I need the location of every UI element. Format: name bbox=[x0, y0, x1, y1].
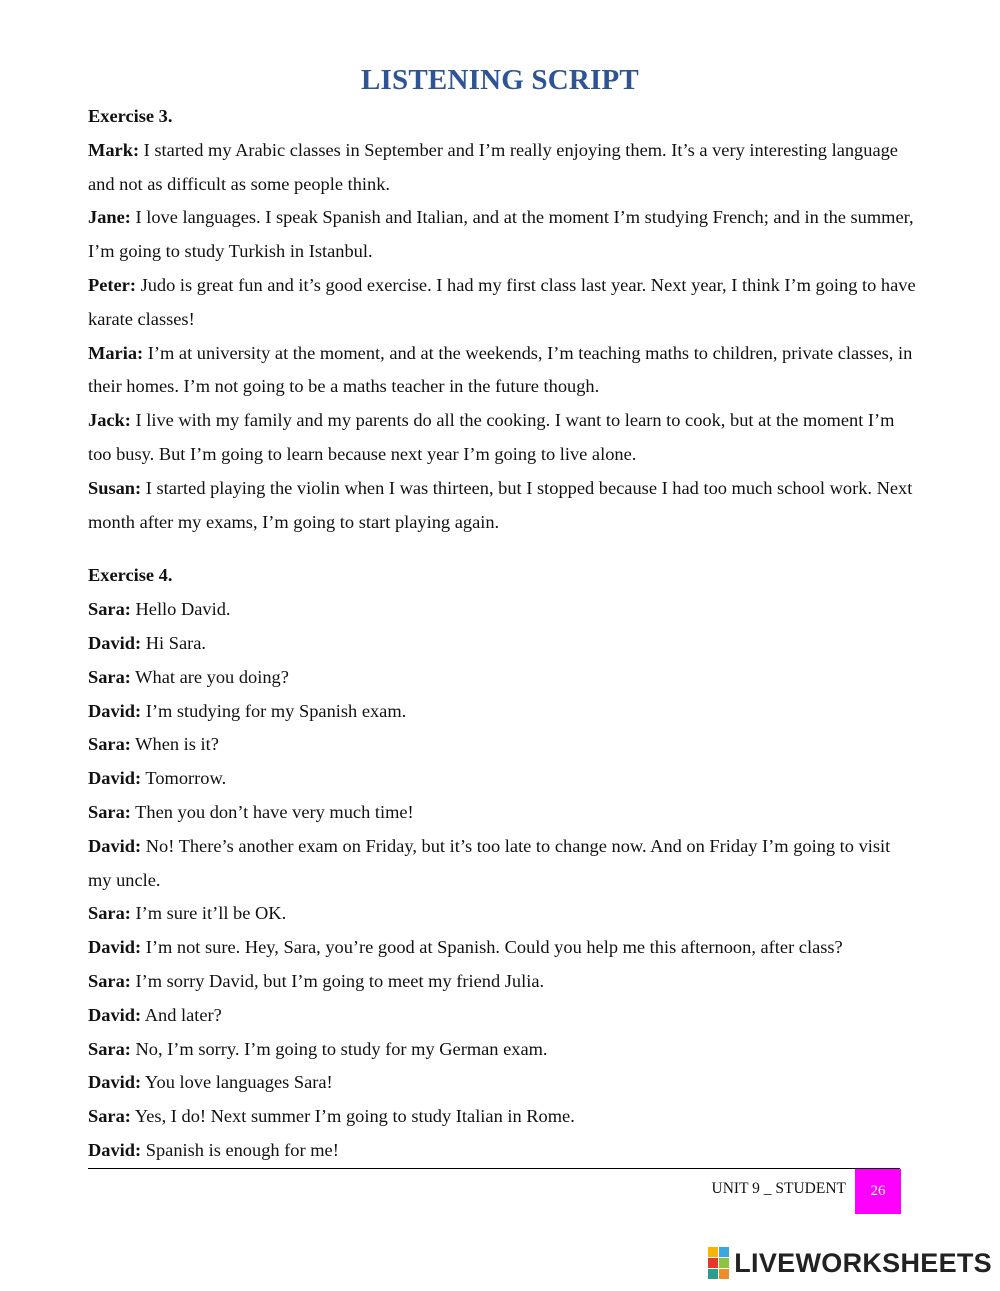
liveworksheets-brand bbox=[708, 1247, 992, 1279]
speaker-name: David: bbox=[88, 632, 142, 653]
speaker-name: David: bbox=[88, 1072, 142, 1093]
speaker-name: Sara: bbox=[88, 666, 131, 687]
dialogue-line bbox=[88, 337, 918, 405]
dialogue-text: Tomorrow. bbox=[141, 768, 227, 789]
unit-label: UNIT 9 _ STUDENT bbox=[711, 1180, 846, 1197]
speaker-name: David: bbox=[88, 1139, 142, 1160]
speaker-name: Susan: bbox=[88, 477, 142, 498]
exercise-3-lines bbox=[88, 134, 918, 540]
dialogue-line bbox=[88, 931, 918, 965]
dialogue-line bbox=[88, 1033, 918, 1067]
dialogue-text: Then you don’t have very much time! bbox=[130, 801, 414, 822]
dialogue-text: And later? bbox=[141, 1004, 222, 1025]
script-content bbox=[88, 100, 918, 1168]
dialogue-line bbox=[88, 695, 918, 729]
speaker-name: Maria: bbox=[88, 342, 144, 363]
brand-name: LIVEWORKSHEETS bbox=[734, 1247, 992, 1278]
dialogue-text: Hi Sara. bbox=[141, 632, 207, 653]
dialogue-text: Judo is great fun and it’s good exercise. I had my first class last year. Next year, I think I’m going to have karate classes! bbox=[88, 274, 916, 329]
logo-tile bbox=[719, 1258, 729, 1268]
dialogue-line bbox=[88, 965, 918, 999]
section-gap bbox=[88, 539, 918, 559]
page-number: 26 bbox=[855, 1169, 901, 1214]
speaker-name: Jane: bbox=[88, 207, 131, 228]
dialogue-text: When is it? bbox=[130, 734, 219, 755]
dialogue-line bbox=[88, 593, 918, 627]
speaker-name: Peter: bbox=[88, 274, 136, 295]
dialogue-line bbox=[88, 762, 918, 796]
dialogue-line bbox=[88, 796, 918, 830]
exercise-4-heading: Exercise 4. bbox=[88, 565, 173, 586]
dialogue-text: Spanish is enough for me! bbox=[141, 1139, 339, 1160]
logo-tile bbox=[708, 1258, 718, 1268]
dialogue-text: I live with my family and my parents do all the cooking. I want to learn to cook, but at the moment I’m too busy. But I’m going to learn because next year I’m going to live alone. bbox=[88, 410, 895, 464]
speaker-name: Sara: bbox=[88, 903, 131, 924]
dialogue-line bbox=[88, 728, 918, 762]
dialogue-text: You love languages Sara! bbox=[141, 1072, 333, 1093]
dialogue-text: I’m at university at the moment, and at the weekends, I’m teaching maths to children, private classes, in their homes. I’m not going to be a maths teacher in the future though. bbox=[88, 342, 913, 397]
speaker-name: Sara: bbox=[88, 734, 131, 755]
dialogue-line bbox=[88, 134, 918, 202]
dialogue-text: What are you doing? bbox=[130, 666, 289, 687]
logo-tile bbox=[708, 1269, 718, 1279]
speaker-name: Jack: bbox=[88, 410, 131, 431]
exercise-3-heading: Exercise 3. bbox=[88, 106, 173, 126]
dialogue-line bbox=[88, 269, 918, 337]
liveworksheets-logo-icon bbox=[708, 1247, 729, 1279]
logo-tile bbox=[708, 1247, 718, 1257]
dialogue-line bbox=[88, 1100, 918, 1134]
dialogue-text: I love languages. I speak Spanish and Italian, and at the moment I’m studying French; and in the summer, I’m going to study Turkish in Istanbul. bbox=[88, 207, 914, 262]
dialogue-text: Yes, I do! Next summer I’m going to study Italian in Rome. bbox=[130, 1106, 575, 1127]
dialogue-line bbox=[88, 404, 918, 472]
speaker-name: David: bbox=[88, 1004, 142, 1025]
dialogue-line bbox=[88, 830, 918, 898]
exercise-4-lines bbox=[88, 593, 918, 1168]
speaker-name: David: bbox=[88, 937, 142, 958]
dialogue-text: Hello David. bbox=[130, 599, 231, 620]
speaker-name: Sara: bbox=[88, 801, 131, 822]
speaker-name: Sara: bbox=[88, 599, 131, 620]
logo-tile bbox=[719, 1269, 729, 1279]
dialogue-line bbox=[88, 1134, 918, 1168]
speaker-name: Sara: bbox=[88, 1106, 131, 1127]
dialogue-line bbox=[88, 1066, 918, 1100]
footer-divider bbox=[88, 1168, 900, 1169]
speaker-name: David: bbox=[88, 835, 142, 856]
dialogue-text: I’m sorry David, but I’m going to meet my friend Julia. bbox=[130, 970, 545, 991]
dialogue-line bbox=[88, 627, 918, 661]
dialogue-text: I’m not sure. Hey, Sara, you’re good at Spanish. Could you help me this afternoon, after class? bbox=[141, 937, 843, 958]
dialogue-text: I’m sure it’ll be OK. bbox=[130, 903, 287, 924]
speaker-name: Mark: bbox=[88, 139, 140, 160]
dialogue-text: I’m studying for my Spanish exam. bbox=[141, 700, 407, 721]
dialogue-line bbox=[88, 661, 918, 695]
dialogue-text: No, I’m sorry. I’m going to study for my German exam. bbox=[130, 1038, 548, 1059]
dialogue-text: No! There’s another exam on Friday, but it’s too late to change now. And on Friday I’m going to visit my uncle. bbox=[88, 835, 891, 890]
dialogue-line bbox=[88, 897, 918, 931]
speaker-name: David: bbox=[88, 700, 142, 721]
dialogue-line bbox=[88, 999, 918, 1033]
page-title: LISTENING SCRIPT bbox=[361, 64, 639, 96]
dialogue-text: I started my Arabic classes in September and I’m really enjoying them. It’s a very interesting language and not as difficult as some people think. bbox=[88, 139, 898, 194]
logo-tile bbox=[719, 1247, 729, 1257]
speaker-name: Sara: bbox=[88, 1038, 131, 1059]
dialogue-line bbox=[88, 201, 918, 269]
dialogue-text: I started playing the violin when I was thirteen, but I stopped because I had too much school work. Next month after my exams, I’m going to start playing again. bbox=[88, 477, 913, 532]
speaker-name: David: bbox=[88, 768, 142, 789]
dialogue-line bbox=[88, 472, 918, 540]
speaker-name: Sara: bbox=[88, 970, 131, 991]
